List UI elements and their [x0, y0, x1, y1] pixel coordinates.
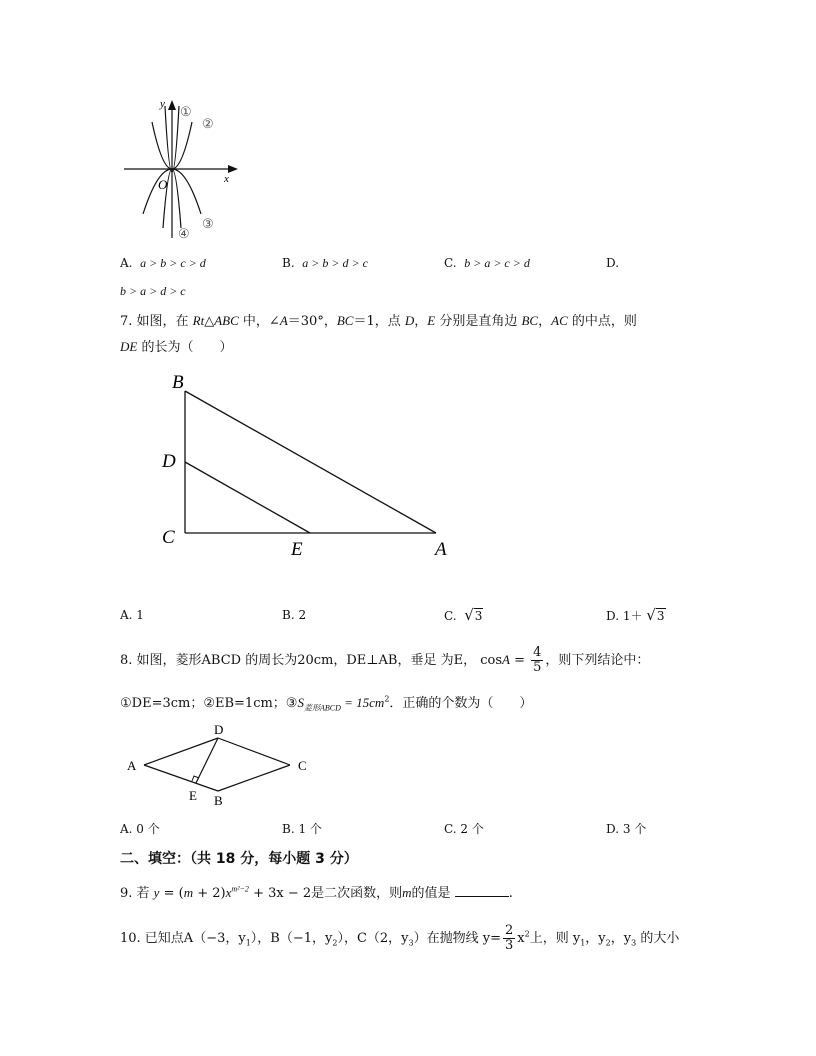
sqrt-icon: √: [464, 606, 474, 624]
q6-option-b: B. a > b > d > c: [282, 256, 368, 270]
q8-option-d: D. 3 个: [606, 822, 647, 836]
vertex-b-label: B: [172, 372, 184, 393]
segment-ab: [185, 391, 436, 533]
segment-cd: [218, 738, 290, 765]
q8-option-a: A. 0 个: [120, 822, 160, 836]
q10-fraction: $\frac{2}{3}$: [504, 923, 514, 953]
vertex-c-label: C: [162, 527, 175, 548]
vertex-b-label: B: [214, 793, 223, 808]
origin-label: O: [158, 177, 168, 192]
q6-option-c: C. b > a > c > d: [444, 256, 530, 270]
q8-option-b: B. 1 个: [282, 822, 322, 836]
vertex-d-label: D: [214, 722, 224, 737]
q6-option-d: D.: [606, 256, 620, 270]
q7-question-line1: 7. 如图，在 Rt△ABC 中，∠A＝30°，BC＝1，点 D，E 分别是直角边 BC，AC 的中点，则: [120, 313, 637, 329]
q6-parabola-graph: [118, 98, 248, 244]
x-axis-arrow-icon: [228, 165, 238, 173]
segment-bc: [218, 765, 290, 791]
segment-ab: [144, 765, 218, 791]
curve-4-label: ④: [178, 226, 190, 241]
q9-question: 9. 若 $y = (m + 2)x^{m^2-2} + 3x - 2$是二次函数，则m的值是 .: [120, 884, 513, 901]
q8-option-c: C. 2 个: [444, 822, 484, 836]
q7-option-d: D. 1＋ √3: [606, 606, 665, 624]
q6-option-a: A. a > b > c > d: [120, 256, 206, 270]
y-axis-arrow-icon: [168, 100, 176, 110]
q8-fraction: $\frac{4}{5}$: [533, 645, 542, 675]
vertex-a-label: A: [435, 539, 447, 560]
sqrt-icon: √: [646, 606, 656, 624]
q7-question-line2: DE 的长为（ ）: [120, 339, 233, 355]
x-axis-label: x: [224, 173, 229, 185]
curve-1-label: ①: [180, 104, 192, 119]
q8-rhombus-figure: [120, 720, 320, 812]
section-heading: 二、填空：（共 18 分，每小题 3 分）: [120, 851, 358, 867]
point-e-label: E: [291, 539, 303, 560]
q10-question: 10. 已知点A（−3，$y_1$），B（−1，$y_2$），C（2，$y_3$）在抛物线 y= $\frac{2}{3}$ $x^2$上，则 $y_1$，$y_2$，$y_3$ 的大小: [120, 923, 680, 953]
vertex-c-label: C: [298, 758, 307, 773]
q8-question-line2: ①DE=3cm；②EB=1cm；$③S_{菱形ABCD} = 15cm^2$．正确的个数为（ ）: [120, 694, 533, 713]
curve-3-label: ③: [202, 216, 214, 231]
q6-option-d-text: b > a > d > c: [120, 284, 186, 298]
q7-option-c: C. √3: [444, 606, 483, 624]
vertex-a-label: A: [127, 758, 137, 773]
q7-option-a: A. 1: [120, 608, 144, 622]
y-axis-label: y: [160, 98, 165, 110]
q8-question-line1: 8. 如图，菱形ABCD 的周长为20cm，DE⊥AB，垂足 为E， cosA = $\frac{4}{5}$ ，则下列结论中：: [120, 645, 650, 675]
answer-blank[interactable]: [455, 884, 509, 897]
q7-triangle-figure: [156, 366, 466, 566]
point-e-label: E: [189, 788, 197, 803]
segment-de: [185, 462, 310, 533]
q7-option-b: B. 2: [282, 608, 307, 622]
point-d-label: D: [162, 451, 176, 472]
curve-2-label: ②: [202, 116, 214, 131]
